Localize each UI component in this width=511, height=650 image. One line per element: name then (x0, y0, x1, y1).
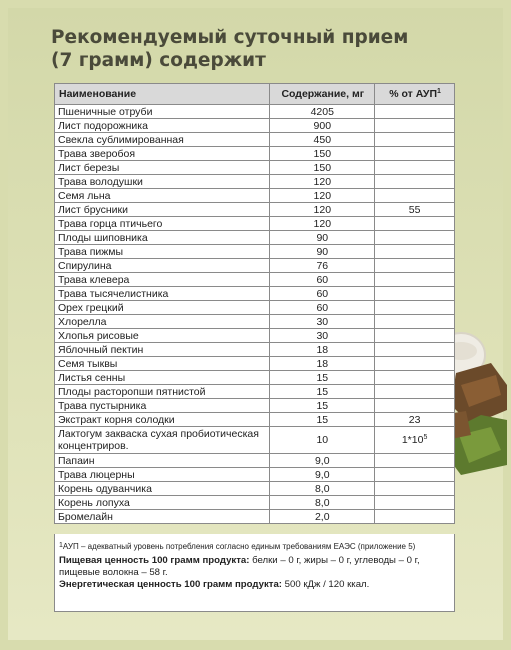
cell-aup (375, 357, 455, 371)
table-row (55, 119, 455, 133)
table-row (55, 175, 455, 189)
table-row (55, 413, 455, 427)
cell-aup: 55 (375, 203, 455, 217)
table-header-row (55, 84, 455, 105)
table-row (55, 454, 455, 468)
cell-name: Лист березы (55, 161, 270, 175)
cell-content: 150 (270, 161, 375, 175)
cell-content: 15 (270, 371, 375, 385)
energy-info: Энергетическая ценность 100 грамм продукта: 500 кДж / 120 ккал. (59, 579, 370, 590)
cell-aup (375, 343, 455, 357)
cell-content: 4205 (270, 105, 375, 119)
cell-name: Корень лопуха (55, 496, 270, 510)
cell-aup: $1*10^5$ (375, 427, 455, 454)
cell-aup (375, 147, 455, 161)
table-row (55, 496, 455, 510)
cell-name: Трава зверобоя (55, 147, 270, 161)
cell-aup (375, 287, 455, 301)
table-row (55, 343, 455, 357)
table-row (55, 203, 455, 217)
cell-content: 60 (270, 273, 375, 287)
cell-content: 30 (270, 329, 375, 343)
footnote: $^1$АУП – адекватный уровень потребления согласно единым требованиям ЕАЭС (приложение 5) (59, 542, 416, 551)
cell-aup (375, 133, 455, 147)
cell-aup (375, 496, 455, 510)
cell-aup (375, 259, 455, 273)
cell-content: 450 (270, 133, 375, 147)
table-row (55, 161, 455, 175)
cell-aup (375, 510, 455, 524)
cell-aup (375, 217, 455, 231)
cell-name: Пшеничные отруби (55, 105, 270, 119)
cell-name: Хлорелла (55, 315, 270, 329)
cell-content: 90 (270, 245, 375, 259)
cell-name: Папаин (55, 454, 270, 468)
cell-content: 900 (270, 119, 375, 133)
cell-aup (375, 454, 455, 468)
cell-content: 18 (270, 357, 375, 371)
cell-name: Бромелайн (55, 510, 270, 524)
cell-name: Трава горца птичьего (55, 217, 270, 231)
cell-content: 9,0 (270, 454, 375, 468)
cell-aup (375, 119, 455, 133)
title-line-1: Рекомендуемый суточный прием (51, 27, 409, 48)
table-row (55, 217, 455, 231)
cell-name: Орех грецкий (55, 301, 270, 315)
table-row (55, 399, 455, 413)
table-row (55, 357, 455, 371)
cell-aup (375, 189, 455, 203)
cell-aup (375, 329, 455, 343)
cell-name: Хлопья рисовые (55, 329, 270, 343)
nutrition-info: Пищевая ценность 100 грамм продукта: белки – 0 г, жиры – 0 г, углеводы – 0 г, пищевые волокна – 58 г. (59, 555, 420, 578)
table-row (55, 385, 455, 399)
composition-table (54, 83, 455, 524)
cell-name: Семя тыквы (55, 357, 270, 371)
table-row (55, 371, 455, 385)
cell-name: Спирулина (55, 259, 270, 273)
page-title (51, 26, 471, 72)
cell-content: 90 (270, 231, 375, 245)
cell-name: Лист брусники (55, 203, 270, 217)
table-row (55, 245, 455, 259)
table-footer (54, 534, 455, 612)
cell-name: Яблочный пектин (55, 343, 270, 357)
table-row (55, 287, 455, 301)
cell-name: Лист подорожника (55, 119, 270, 133)
table-row (55, 468, 455, 482)
cell-content: 120 (270, 203, 375, 217)
cell-aup: 23 (375, 413, 455, 427)
cell-content: 15 (270, 385, 375, 399)
cell-content: 15 (270, 399, 375, 413)
table-row (55, 315, 455, 329)
cell-aup (375, 175, 455, 189)
cell-content: 18 (270, 343, 375, 357)
cell-aup (375, 161, 455, 175)
table-row (55, 510, 455, 524)
table-row (55, 133, 455, 147)
header-name: Наименование (55, 84, 270, 105)
cell-aup (375, 371, 455, 385)
cell-name: Трава клевера (55, 273, 270, 287)
cell-name: Семя льна (55, 189, 270, 203)
cell-name: Трава люцерны (55, 468, 270, 482)
cell-content: 30 (270, 315, 375, 329)
cell-name: Плоды шиповника (55, 231, 270, 245)
cell-name: Лактогум закваска сухая пробиотическая концентриров. (55, 427, 270, 454)
table-row (55, 105, 455, 119)
table-row (55, 427, 455, 454)
cell-aup (375, 245, 455, 259)
cell-aup (375, 231, 455, 245)
cell-content: 8,0 (270, 496, 375, 510)
cell-content: 2,0 (270, 510, 375, 524)
cell-aup (375, 399, 455, 413)
cell-aup (375, 315, 455, 329)
cell-content: 10 (270, 427, 375, 454)
header-content: Содержание, мг (270, 84, 375, 105)
cell-content: 120 (270, 217, 375, 231)
cell-aup (375, 273, 455, 287)
cell-name: Листья сенны (55, 371, 270, 385)
cell-aup (375, 468, 455, 482)
table-row (55, 329, 455, 343)
cell-name: Корень одуванчика (55, 482, 270, 496)
cell-aup (375, 301, 455, 315)
table-row (55, 301, 455, 315)
table-row (55, 482, 455, 496)
cell-name: Плоды расторопши пятнистой (55, 385, 270, 399)
cell-name: Трава володушки (55, 175, 270, 189)
cell-content: 15 (270, 413, 375, 427)
table-row (55, 147, 455, 161)
cell-content: 76 (270, 259, 375, 273)
table-row (55, 189, 455, 203)
title-line-2: (7 грамм) содержит (51, 50, 266, 71)
table-row (55, 259, 455, 273)
cell-content: 120 (270, 175, 375, 189)
cell-aup (375, 105, 455, 119)
table-row (55, 231, 455, 245)
cell-content: 9,0 (270, 468, 375, 482)
cell-name: Трава пижмы (55, 245, 270, 259)
cell-aup (375, 385, 455, 399)
cell-name: Экстракт корня солодки (55, 413, 270, 427)
cell-content: 8,0 (270, 482, 375, 496)
cell-name: Свекла сублимированная (55, 133, 270, 147)
table-row (55, 273, 455, 287)
cell-content: 60 (270, 301, 375, 315)
header-aup: % от АУП$^1$ (375, 84, 455, 105)
cell-name: Трава пустырника (55, 399, 270, 413)
cell-name: Трава тысячелистника (55, 287, 270, 301)
cell-content: 150 (270, 147, 375, 161)
cell-content: 60 (270, 287, 375, 301)
cell-content: 120 (270, 189, 375, 203)
cell-aup (375, 482, 455, 496)
